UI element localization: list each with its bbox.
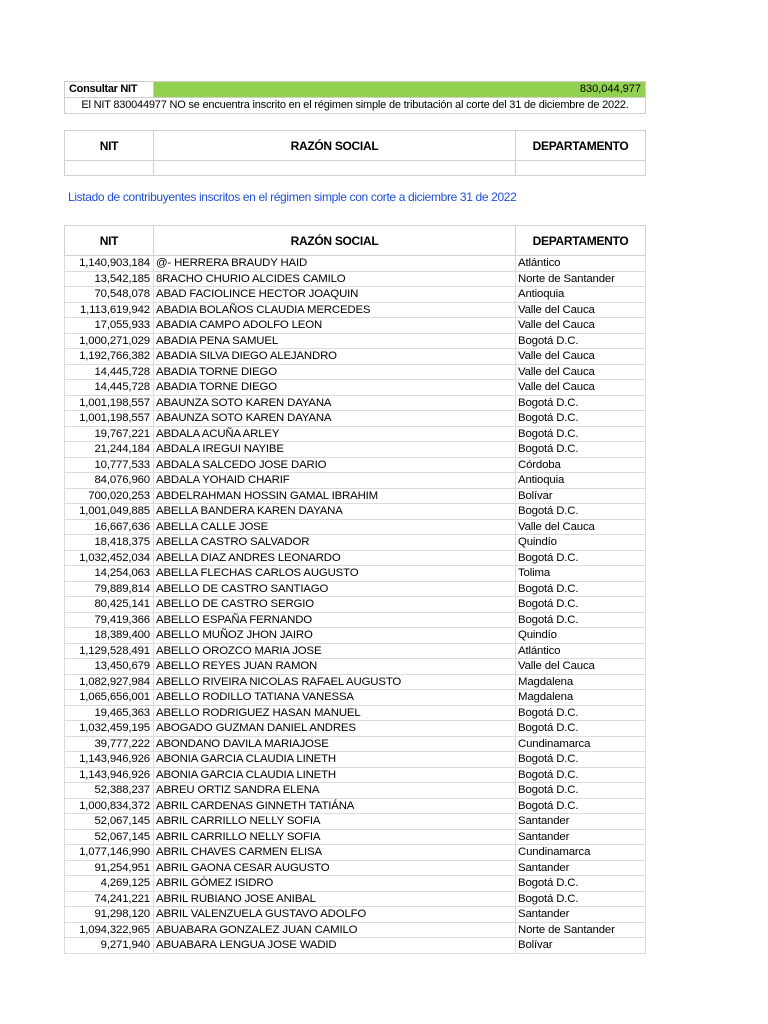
row-nit: 1,077,146,990 bbox=[65, 845, 154, 861]
listado-header-nit: NIT bbox=[65, 226, 154, 256]
row-nit: 1,001,198,557 bbox=[65, 411, 154, 427]
table-row bbox=[65, 798, 646, 814]
row-nit: 18,418,375 bbox=[65, 535, 154, 551]
row-departamento: Valle del Cauca bbox=[516, 318, 646, 334]
row-nit: 1,032,452,034 bbox=[65, 550, 154, 566]
table-row bbox=[65, 767, 646, 783]
table-row bbox=[65, 411, 646, 427]
row-razon-social: ABELLA CASTRO SALVADOR bbox=[154, 535, 516, 551]
header-razon-social: RAZÓN SOCIAL bbox=[154, 131, 516, 161]
row-departamento: Bogotá D.C. bbox=[516, 442, 646, 458]
table-row bbox=[65, 783, 646, 799]
row-razon-social: ABELLO MUÑOZ JHON JAIRO bbox=[154, 628, 516, 644]
row-nit: 19,767,221 bbox=[65, 426, 154, 442]
table-row bbox=[65, 736, 646, 752]
row-razon-social: ABONIA GARCIA CLAUDIA LINETH bbox=[154, 767, 516, 783]
row-nit: 80,425,141 bbox=[65, 597, 154, 613]
row-nit: 1,192,766,382 bbox=[65, 349, 154, 365]
table-row bbox=[65, 488, 646, 504]
row-departamento: Bogotá D.C. bbox=[516, 597, 646, 613]
table-row bbox=[65, 566, 646, 582]
row-departamento: Bogotá D.C. bbox=[516, 395, 646, 411]
row-nit: 9,271,940 bbox=[65, 938, 154, 954]
row-nit: 16,667,636 bbox=[65, 519, 154, 535]
header-departamento: DEPARTAMENTO bbox=[516, 131, 646, 161]
row-nit: 13,450,679 bbox=[65, 659, 154, 675]
row-nit: 70,548,078 bbox=[65, 287, 154, 303]
row-departamento: Tolima bbox=[516, 566, 646, 582]
row-departamento: Córdoba bbox=[516, 457, 646, 473]
row-razon-social: ABRIL RUBIANO JOSE ANIBAL bbox=[154, 891, 516, 907]
table-row bbox=[65, 876, 646, 892]
row-nit: 14,254,063 bbox=[65, 566, 154, 582]
row-razon-social: ABELLA BANDERA KAREN DAYANA bbox=[154, 504, 516, 520]
row-razon-social: ABOGADO GUZMAN DANIEL ANDRES bbox=[154, 721, 516, 737]
row-departamento: Valle del Cauca bbox=[516, 380, 646, 396]
row-razon-social: ABRIL CARRILLO NELLY SOFIA bbox=[154, 814, 516, 830]
row-nit: 1,113,619,942 bbox=[65, 302, 154, 318]
row-nit: 1,000,834,372 bbox=[65, 798, 154, 814]
consulta-table bbox=[64, 81, 646, 114]
row-nit: 19,465,363 bbox=[65, 705, 154, 721]
row-departamento: Magdalena bbox=[516, 674, 646, 690]
row-razon-social: ABDALA ACUÑA ARLEY bbox=[154, 426, 516, 442]
table-row bbox=[65, 504, 646, 520]
row-razon-social: ABELLO OROZCO MARIA JOSE bbox=[154, 643, 516, 659]
table-row bbox=[65, 457, 646, 473]
row-departamento: Valle del Cauca bbox=[516, 302, 646, 318]
row-nit: 84,076,960 bbox=[65, 473, 154, 489]
row-departamento: Bogotá D.C. bbox=[516, 612, 646, 628]
row-departamento: Valle del Cauca bbox=[516, 349, 646, 365]
table-row bbox=[65, 364, 646, 380]
table-row bbox=[65, 318, 646, 334]
row-nit: 91,254,951 bbox=[65, 860, 154, 876]
row-razon-social: ABRIL VALENZUELA GUSTAVO ADOLFO bbox=[154, 907, 516, 923]
row-departamento: Bogotá D.C. bbox=[516, 705, 646, 721]
table-row bbox=[65, 442, 646, 458]
row-razon-social: ABELLO DE CASTRO SERGIO bbox=[154, 597, 516, 613]
table-row bbox=[65, 302, 646, 318]
row-departamento: Norte de Santander bbox=[516, 271, 646, 287]
listado-table bbox=[64, 225, 646, 954]
row-departamento: Santander bbox=[516, 860, 646, 876]
row-departamento: Valle del Cauca bbox=[516, 364, 646, 380]
table-row bbox=[65, 643, 646, 659]
table-row bbox=[65, 907, 646, 923]
table-row bbox=[65, 581, 646, 597]
row-razon-social: ABELLO DE CASTRO SANTIAGO bbox=[154, 581, 516, 597]
row-departamento: Bolívar bbox=[516, 938, 646, 954]
table-row bbox=[65, 922, 646, 938]
row-razon-social: ABELLA DIAZ ANDRES LEONARDO bbox=[154, 550, 516, 566]
row-nit: 91,298,120 bbox=[65, 907, 154, 923]
row-departamento: Bogotá D.C. bbox=[516, 581, 646, 597]
table-row bbox=[65, 271, 646, 287]
row-departamento: Bogotá D.C. bbox=[516, 721, 646, 737]
table-row bbox=[65, 349, 646, 365]
row-nit: 1,143,946,926 bbox=[65, 767, 154, 783]
row-departamento: Quindío bbox=[516, 535, 646, 551]
row-departamento: Valle del Cauca bbox=[516, 659, 646, 675]
row-departamento: Santander bbox=[516, 907, 646, 923]
listado-header-razon-social: RAZÓN SOCIAL bbox=[154, 226, 516, 256]
table-row bbox=[65, 891, 646, 907]
row-nit: 18,389,400 bbox=[65, 628, 154, 644]
row-nit: 1,094,322,965 bbox=[65, 922, 154, 938]
row-nit: 52,067,145 bbox=[65, 829, 154, 845]
row-razon-social: ABADIA PENA SAMUEL bbox=[154, 333, 516, 349]
row-razon-social: ABRIL GAONA CESAR AUGUSTO bbox=[154, 860, 516, 876]
row-nit: 1,082,927,984 bbox=[65, 674, 154, 690]
table-row bbox=[65, 597, 646, 613]
table-row bbox=[65, 860, 646, 876]
listado-rows bbox=[65, 256, 646, 954]
row-razon-social: ABRIL CARRILLO NELLY SOFIA bbox=[154, 829, 516, 845]
row-razon-social: ABAUNZA SOTO KAREN DAYANA bbox=[154, 395, 516, 411]
row-nit: 74,241,221 bbox=[65, 891, 154, 907]
row-departamento: Bolívar bbox=[516, 488, 646, 504]
table-row bbox=[65, 829, 646, 845]
row-departamento: Bogotá D.C. bbox=[516, 783, 646, 799]
row-departamento: Antioquia bbox=[516, 287, 646, 303]
row-nit: 1,140,903,184 bbox=[65, 256, 154, 272]
row-razon-social: ABDALA IREGUI NAYIBE bbox=[154, 442, 516, 458]
row-nit: 79,419,366 bbox=[65, 612, 154, 628]
row-departamento: Bogotá D.C. bbox=[516, 333, 646, 349]
row-nit: 1,032,459,195 bbox=[65, 721, 154, 737]
table-row bbox=[65, 473, 646, 489]
table-row bbox=[65, 628, 646, 644]
row-razon-social: ABUABARA GONZALEZ JUAN CAMILO bbox=[154, 922, 516, 938]
table-row bbox=[65, 705, 646, 721]
row-razon-social: ABELLO REYES JUAN RAMON bbox=[154, 659, 516, 675]
row-razon-social: ABELLO RODRIGUEZ HASAN MANUEL bbox=[154, 705, 516, 721]
row-departamento: Bogotá D.C. bbox=[516, 798, 646, 814]
row-departamento: Bogotá D.C. bbox=[516, 550, 646, 566]
row-razon-social: ABADIA SILVA DIEGO ALEJANDRO bbox=[154, 349, 516, 365]
row-nit: 79,889,814 bbox=[65, 581, 154, 597]
listing-title: Listado de contribuyentes inscritos en el régimen simple con corte a diciembre 31 de 2022 bbox=[68, 190, 517, 204]
result-header-table bbox=[64, 130, 646, 176]
table-row bbox=[65, 287, 646, 303]
row-razon-social: ABAD FACIOLINCE HECTOR JOAQUIN bbox=[154, 287, 516, 303]
row-departamento: Bogotá D.C. bbox=[516, 767, 646, 783]
row-nit: 52,067,145 bbox=[65, 814, 154, 830]
row-departamento: Cundinamarca bbox=[516, 845, 646, 861]
table-row bbox=[65, 721, 646, 737]
row-razon-social: ABDALA YOHAID CHARIF bbox=[154, 473, 516, 489]
row-razon-social: ABREU ORTIZ SANDRA ELENA bbox=[154, 783, 516, 799]
row-razon-social: @- HERRERA BRAUDY HAID bbox=[154, 256, 516, 272]
row-razon-social: ABADIA BOLAÑOS CLAUDIA MERCEDES bbox=[154, 302, 516, 318]
row-nit: 52,388,237 bbox=[65, 783, 154, 799]
row-razon-social: ABUABARA LENGUA JOSE WADID bbox=[154, 938, 516, 954]
document-body bbox=[64, 81, 645, 954]
row-departamento: Bogotá D.C. bbox=[516, 411, 646, 427]
table-row bbox=[65, 845, 646, 861]
row-razon-social: ABRIL CARDENAS GINNETH TATIÁNA bbox=[154, 798, 516, 814]
consultar-nit-value[interactable]: 830,044,977 bbox=[154, 82, 646, 98]
table-row bbox=[65, 256, 646, 272]
row-nit: 1,065,656,001 bbox=[65, 690, 154, 706]
row-nit: 39,777,222 bbox=[65, 736, 154, 752]
row-nit: 21,244,184 bbox=[65, 442, 154, 458]
table-row bbox=[65, 380, 646, 396]
row-departamento: Santander bbox=[516, 829, 646, 845]
row-razon-social: ABELLO ESPAÑA FERNANDO bbox=[154, 612, 516, 628]
row-departamento: Bogotá D.C. bbox=[516, 752, 646, 768]
row-nit: 17,055,933 bbox=[65, 318, 154, 334]
row-razon-social: ABADIA CAMPO ADOLFO LEON bbox=[154, 318, 516, 334]
row-razon-social: ABAUNZA SOTO KAREN DAYANA bbox=[154, 411, 516, 427]
table-row bbox=[65, 612, 646, 628]
row-departamento: Atlántico bbox=[516, 256, 646, 272]
row-razon-social: ABELLO RODILLO TATIANA VANESSA bbox=[154, 690, 516, 706]
row-departamento: Quindío bbox=[516, 628, 646, 644]
table-row bbox=[65, 519, 646, 535]
row-nit: 4,269,125 bbox=[65, 876, 154, 892]
row-departamento: Bogotá D.C. bbox=[516, 426, 646, 442]
row-departamento: Antioquia bbox=[516, 473, 646, 489]
empty-result-row bbox=[65, 161, 646, 176]
table-row bbox=[65, 814, 646, 830]
table-row bbox=[65, 333, 646, 349]
row-nit: 700,020,253 bbox=[65, 488, 154, 504]
listado-header-departamento: DEPARTAMENTO bbox=[516, 226, 646, 256]
row-departamento: Santander bbox=[516, 814, 646, 830]
row-nit: 1,129,528,491 bbox=[65, 643, 154, 659]
row-razon-social: ABELLA CALLE JOSE bbox=[154, 519, 516, 535]
table-row bbox=[65, 938, 646, 954]
row-departamento: Cundinamarca bbox=[516, 736, 646, 752]
row-razon-social: ABADIA TORNE DIEGO bbox=[154, 364, 516, 380]
row-razon-social: ABRIL CHAVES CARMEN ELISA bbox=[154, 845, 516, 861]
consulta-result-message: El NIT 830044977 NO se encuentra inscrito en el régimen simple de tributación al corte del 31 de diciembre de 2022. bbox=[65, 98, 646, 114]
row-razon-social: ABONIA GARCIA CLAUDIA LINETH bbox=[154, 752, 516, 768]
table-row bbox=[65, 535, 646, 551]
table-row bbox=[65, 550, 646, 566]
row-departamento: Valle del Cauca bbox=[516, 519, 646, 535]
row-nit: 14,445,728 bbox=[65, 364, 154, 380]
row-razon-social: ABDALA SALCEDO JOSE DARIO bbox=[154, 457, 516, 473]
row-nit: 10,777,533 bbox=[65, 457, 154, 473]
row-razon-social: ABELLO RIVEIRA NICOLAS RAFAEL AUGUSTO bbox=[154, 674, 516, 690]
row-razon-social: ABONDANO DAVILA MARIAJOSE bbox=[154, 736, 516, 752]
row-nit: 13,542,185 bbox=[65, 271, 154, 287]
row-departamento: Bogotá D.C. bbox=[516, 876, 646, 892]
row-departamento: Bogotá D.C. bbox=[516, 891, 646, 907]
row-nit: 1,001,049,885 bbox=[65, 504, 154, 520]
row-razon-social: ABDELRAHMAN HOSSIN GAMAL IBRAHIM bbox=[154, 488, 516, 504]
row-razon-social: ABADIA TORNE DIEGO bbox=[154, 380, 516, 396]
row-nit: 1,000,271,029 bbox=[65, 333, 154, 349]
table-row bbox=[65, 690, 646, 706]
row-razon-social: ABELLA FLECHAS CARLOS AUGUSTO bbox=[154, 566, 516, 582]
row-razon-social: 8RACHO CHURIO ALCIDES CAMILO bbox=[154, 271, 516, 287]
consultar-nit-label: Consultar NIT bbox=[65, 82, 154, 98]
table-row bbox=[65, 426, 646, 442]
table-row bbox=[65, 752, 646, 768]
row-departamento: Norte de Santander bbox=[516, 922, 646, 938]
row-departamento: Atlántico bbox=[516, 643, 646, 659]
header-nit: NIT bbox=[65, 131, 154, 161]
row-nit: 1,143,946,926 bbox=[65, 752, 154, 768]
table-row bbox=[65, 674, 646, 690]
table-row bbox=[65, 659, 646, 675]
row-nit: 1,001,198,557 bbox=[65, 395, 154, 411]
table-row bbox=[65, 395, 646, 411]
row-departamento: Magdalena bbox=[516, 690, 646, 706]
row-departamento: Bogotá D.C. bbox=[516, 504, 646, 520]
row-nit: 14,445,728 bbox=[65, 380, 154, 396]
row-razon-social: ABRIL GÓMEZ ISIDRO bbox=[154, 876, 516, 892]
